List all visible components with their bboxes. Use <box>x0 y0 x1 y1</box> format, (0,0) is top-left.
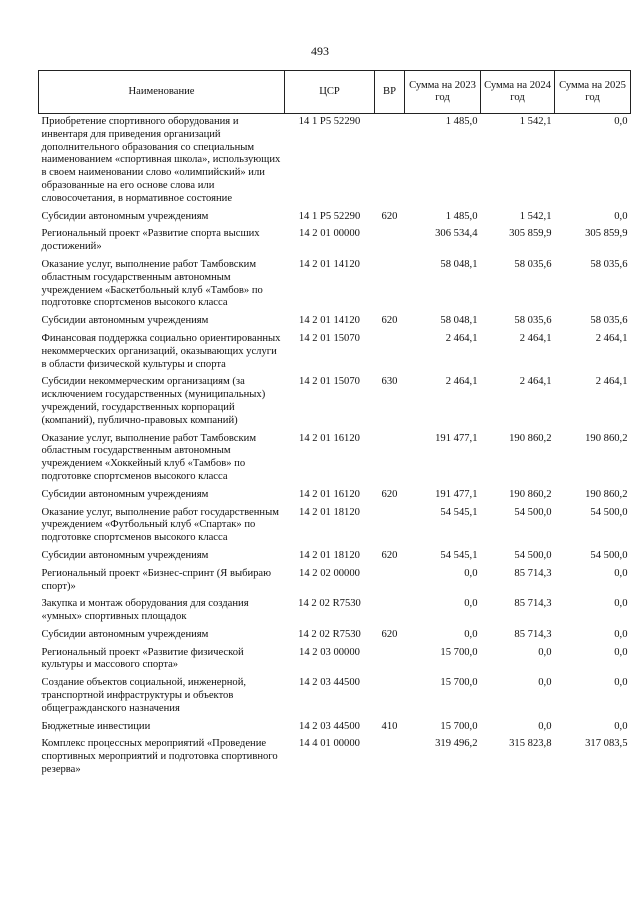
table-body <box>39 114 631 780</box>
cell-vr <box>375 331 405 374</box>
cell-vr: 630 <box>381 376 398 388</box>
cell-vr <box>375 226 405 257</box>
cell-sum-2025: 2 464,1 <box>595 376 628 388</box>
cell-csr: 14 2 01 18120 <box>299 549 360 561</box>
cell-csr: 14 2 01 00000 <box>299 228 360 240</box>
header-sum-2023: Сумма на 2023 год <box>405 71 481 114</box>
table-row <box>39 719 631 737</box>
cell-sum-2024: 58 035,6 <box>514 315 552 327</box>
cell-name: Комплекс процессных мероприятий «Проведение спортивных мероприятий и подготовка спортивного резерва» <box>41 738 278 776</box>
cell-sum-2025: 0,0 <box>614 646 628 658</box>
header-name: Наименование <box>39 71 285 114</box>
cell-sum-2025: 0,0 <box>614 210 628 222</box>
cell-name: Субсидии автономным учреждениям <box>41 315 209 327</box>
cell-sum-2023: 191 477,1 <box>435 488 478 500</box>
cell-vr <box>375 675 405 718</box>
cell-name: Региональный проект «Развитие физической культуры и массового спорта» <box>41 646 244 671</box>
cell-csr: 14 2 01 18120 <box>299 506 360 518</box>
cell-sum-2023: 306 534,4 <box>435 228 478 240</box>
table-row <box>39 226 631 257</box>
cell-csr: 14 2 02 R7530 <box>298 628 361 640</box>
table-row <box>39 505 631 548</box>
cell-csr: 14 2 01 15070 <box>299 376 360 388</box>
table-row <box>39 487 631 505</box>
cell-sum-2025: 58 035,6 <box>590 258 628 270</box>
cell-vr <box>375 114 405 209</box>
cell-sum-2023: 15 700,0 <box>440 720 478 732</box>
cell-vr: 410 <box>381 720 398 732</box>
table-row <box>39 257 631 313</box>
cell-name: Субсидии автономным учреждениям <box>41 628 209 640</box>
cell-csr: 14 4 01 00000 <box>299 738 360 750</box>
cell-sum-2023: 0,0 <box>464 598 478 610</box>
cell-vr <box>375 505 405 548</box>
cell-sum-2023: 54 545,1 <box>440 506 478 518</box>
cell-vr: 620 <box>381 210 398 222</box>
cell-sum-2023: 319 496,2 <box>435 738 478 750</box>
header-csr: ЦСР <box>285 71 375 114</box>
cell-sum-2024: 0,0 <box>538 677 552 689</box>
cell-sum-2024: 190 860,2 <box>509 488 552 500</box>
cell-sum-2025: 54 500,0 <box>590 549 628 561</box>
cell-vr <box>375 431 405 487</box>
cell-name: Бюджетные инвестиции <box>41 720 151 732</box>
cell-sum-2023: 2 464,1 <box>445 376 478 388</box>
cell-sum-2023: 58 048,1 <box>440 258 478 270</box>
cell-sum-2025: 0,0 <box>614 598 628 610</box>
cell-sum-2023: 15 700,0 <box>440 646 478 658</box>
cell-sum-2025: 0,0 <box>614 116 628 127</box>
table-row <box>39 645 631 676</box>
header-sum-2024: Сумма на 2024 год <box>481 71 555 114</box>
cell-name: Финансовая поддержка социально ориентированных некоммерческих организаций, оказывающих услуги в области физической культуры и спорта <box>41 332 281 370</box>
cell-sum-2024: 1 542,1 <box>519 116 552 127</box>
table-row <box>39 736 631 779</box>
cell-name: Субсидии некоммерческим организациям (за исключением государственных (муниципальных) учреждений, государственных корпораций (компаний), публично-правовых компаний) <box>41 376 266 426</box>
table-row <box>39 548 631 566</box>
cell-sum-2025: 305 859,9 <box>585 228 628 240</box>
cell-vr <box>375 257 405 313</box>
cell-name: Субсидии автономным учреждениям <box>41 210 209 222</box>
cell-sum-2023: 0,0 <box>464 628 478 640</box>
page-number: 493 <box>311 44 329 58</box>
cell-sum-2023: 1 485,0 <box>445 210 478 222</box>
budget-table <box>38 70 631 780</box>
cell-sum-2023: 54 545,1 <box>440 549 478 561</box>
cell-vr: 620 <box>381 488 398 500</box>
cell-csr: 14 2 01 14120 <box>299 258 360 270</box>
cell-sum-2025: 2 464,1 <box>595 332 628 344</box>
cell-name: Закупка и монтаж оборудования для создания «умных» спортивных площадок <box>41 598 249 623</box>
cell-csr: 14 2 01 14120 <box>299 315 360 327</box>
table-row <box>39 374 631 430</box>
cell-sum-2024: 2 464,1 <box>519 376 552 388</box>
table-row <box>39 627 631 645</box>
cell-sum-2025: 0,0 <box>614 567 628 579</box>
cell-name: Оказание услуг, выполнение работ Тамбовским областным государственным автономным учреждением «Баскетбольный клуб «Тамбов» по подготовке спортсменов высокого класса <box>41 258 263 309</box>
cell-name: Субсидии автономным учреждениям <box>41 488 209 500</box>
cell-sum-2023: 191 477,1 <box>435 432 478 444</box>
table-header <box>39 71 631 114</box>
cell-vr: 620 <box>381 549 398 561</box>
cell-vr <box>375 645 405 676</box>
table-row <box>39 596 631 627</box>
cell-sum-2024: 190 860,2 <box>509 432 552 444</box>
cell-csr: 14 2 03 44500 <box>299 677 360 689</box>
cell-vr: 620 <box>381 628 398 640</box>
cell-vr <box>375 736 405 779</box>
cell-name: Оказание услуг, выполнение работ Тамбовским областным государственным автономным учреждением «Хоккейный клуб «Тамбов» по подготовке спортсменов высокого класса <box>41 432 257 482</box>
table-row <box>39 566 631 597</box>
cell-sum-2025: 58 035,6 <box>590 315 628 327</box>
cell-sum-2025: 317 083,5 <box>585 738 628 750</box>
cell-vr: 620 <box>381 315 398 327</box>
cell-sum-2025: 190 860,2 <box>585 432 628 444</box>
cell-sum-2024: 85 714,3 <box>514 567 552 579</box>
cell-csr: 14 2 03 44500 <box>299 720 360 732</box>
cell-sum-2023: 58 048,1 <box>440 315 478 327</box>
cell-csr: 14 2 03 00000 <box>299 646 360 658</box>
cell-csr: 14 2 02 00000 <box>299 567 360 579</box>
cell-sum-2024: 0,0 <box>538 720 552 732</box>
cell-sum-2025: 0,0 <box>614 628 628 640</box>
table-row <box>39 114 631 209</box>
cell-sum-2024: 85 714,3 <box>514 598 552 610</box>
cell-sum-2025: 0,0 <box>614 677 628 689</box>
cell-sum-2024: 305 859,9 <box>509 228 552 240</box>
cell-csr: 14 2 01 16120 <box>299 432 360 444</box>
header-vr: ВР <box>375 71 405 114</box>
cell-name: Региональный проект «Бизнес-спринт (Я выбираю спорт)» <box>41 567 272 592</box>
cell-name: Приобретение спортивного оборудования и инвентаря для приведения организаций дополнительного образования со специальным наименованием «спортивная школа», использующих в своем наименовании слово «олимпийский» или образованные на его основе слова или словосочетания, в нормативное состояние <box>41 116 281 204</box>
cell-name: Создание объектов социальной, инженерной, транспортной инфраструктуры и объектов общегражданского назначения <box>41 677 247 714</box>
table-row <box>39 675 631 718</box>
header-sum-2025: Сумма на 2025 год <box>555 71 631 114</box>
cell-sum-2025: 54 500,0 <box>590 506 628 518</box>
cell-sum-2023: 2 464,1 <box>445 332 478 344</box>
cell-sum-2024: 0,0 <box>538 646 552 658</box>
cell-sum-2024: 54 500,0 <box>514 549 552 561</box>
cell-sum-2024: 58 035,6 <box>514 258 552 270</box>
cell-csr: 14 2 01 16120 <box>299 488 360 500</box>
cell-csr: 14 1 P5 52290 <box>298 116 361 127</box>
cell-name: Субсидии автономным учреждениям <box>41 549 209 561</box>
cell-sum-2025: 190 860,2 <box>585 488 628 500</box>
cell-sum-2025: 0,0 <box>614 720 628 732</box>
cell-vr <box>375 596 405 627</box>
table-row <box>39 331 631 374</box>
cell-name: Оказание услуг, выполнение работ государственным учреждением «Футбольный клуб «Спартак» по подготовке спортсменов высокого класса <box>41 506 279 544</box>
cell-csr: 14 2 02 R7530 <box>298 598 361 610</box>
cell-sum-2024: 54 500,0 <box>514 506 552 518</box>
cell-sum-2024: 2 464,1 <box>519 332 552 344</box>
cell-vr <box>375 566 405 597</box>
cell-sum-2023: 1 485,0 <box>445 116 478 127</box>
cell-csr: 14 2 01 15070 <box>299 332 360 344</box>
cell-name: Региональный проект «Развитие спорта высших достижений» <box>41 228 260 253</box>
cell-sum-2024: 315 823,8 <box>509 738 552 750</box>
cell-sum-2023: 15 700,0 <box>440 677 478 689</box>
cell-sum-2024: 85 714,3 <box>514 628 552 640</box>
cell-sum-2023: 0,0 <box>464 567 478 579</box>
cell-sum-2024: 1 542,1 <box>519 210 552 222</box>
table-row <box>39 431 631 487</box>
table-row <box>39 313 631 331</box>
cell-csr: 14 1 P5 52290 <box>298 210 361 222</box>
table-row <box>39 209 631 227</box>
